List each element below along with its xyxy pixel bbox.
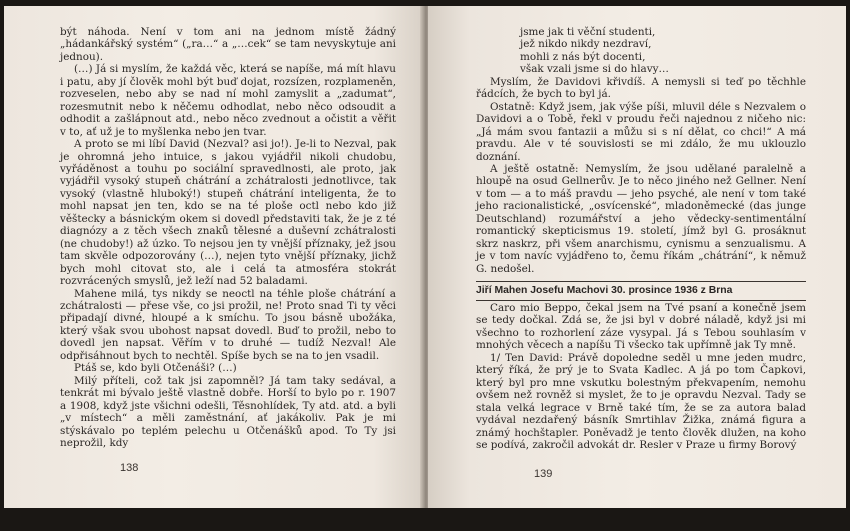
paragraph: Milý příteli, což tak jsi zapomněl? Já tam taky sedával, a tenkrát mi bývalo ještě vlastně dobře. Horší to bylo po r. 1907 a 1908, když jste všichni odešli, Těsnohlídek, Ty atd. atd. a byli „v místech“ a měli zaměstnání, ať jakákoliv. Pak je mi stýskávalo po teplém pelechu u Otčenášků apod. To Ty jsi neprožil, kdy xyxy=(60,374,396,449)
verse-line: jsme jak ti věční studenti, xyxy=(520,26,656,38)
page-number: 138 xyxy=(120,462,139,474)
left-page-text xyxy=(60,26,396,449)
paragraph: A proto se mi líbí David (Nezval? asi jo!). Je-li to Nezval, pak je ohromná jeho intuice, s jakou vyjádřil nikoli chudobu, vyřáděnost a touhu po sociální spravedlnosti, ale proto, jak vyjádřil vysoký stupeň chátrání a zchátralosti jednotlivce, tak vysoký (vlastně hluboký!) stupeň chátrání inteligenta, že to mohl napsat jen ten, kdo se na té ploše octl nebo kdo již věštecky a básnickým okem si dovedl představiti tak, že je z té diagnózy a z těch všech znaků tělesné a duševní zchátralosti (ne chudoby!) až úzko. To nejsou jen ty vnější příznaky, jež jsou tam skvěle odpozorovány (…), nejen tyto vnější příznaky, jichž bych mohl citovat sto, ale i celá ta atmosféra stokrát rozvrácených smyslů, jež leží nad 52 baladami. xyxy=(60,138,396,288)
paragraph: Ostatně: Když jsem, jak výše píši, mluvil déle s Nezvalem o Davidovi a o Tobě, řekl v proudu řeči najednou z ničeho nic: „Já mám svou fantazii a můžu si s ní dělat, co chci!“ A má pravdu. Ale v té souvislosti se mi zdálo, že mu uklouzlo doznání. xyxy=(476,100,806,163)
paragraph: A ještě ostatně: Nemyslím, že jsou udělané paralelně a hloupě na osud Gellnerův. Je to něco jiného než Gellner. Není v tom — a to máš pravdu — jeho psyché, ale není v tom také jeho racionalistické, „osvícenské“, mladoněmecké (das junge Deutschland) rozumářství a jeho vědecky-sentimentální romantický skepticismus 19. století, jímž byl G. prosáknut skrz naskrz, při všem anarchismu, cynismu a senzualismu. A je v tom navíc vyjádřeno to, čemu říkám „chátrání“, k němuž G. nedošel. xyxy=(476,162,806,275)
paragraph: být náhoda. Není v tom ani na jednom místě žádný „hádankářský systém“ („ra…“ a „…cek“ se tam nevyskytuje ani jednou). xyxy=(60,26,396,63)
verse-line: jež nikdo nikdy nezdraví, xyxy=(520,38,652,51)
book-bottom-edge xyxy=(4,508,846,531)
paragraph: Ptáš se, kdo byli Otčenáši? (…) xyxy=(74,362,237,375)
letter-body xyxy=(476,302,806,451)
paragraph: Myslím, že Davidovi křivdíš. A nemysli si teď po těchhle řádcích, že bych to byl já. xyxy=(476,75,806,101)
paragraph: 1/ Ten David: Právě dopoledne seděl u mne jeden mudrc, který říká, že prý je to Svata Kadlec. A já po tom Čapkovi, který byl pro mne vskutku bolestným překvapením, nemohu ovšem než rovněž si myslet, že to je opravdu Nezval. Tady se stala velká legrace v Brně také tím, že se za autora balad vydával nezdařený básník Smrtihlav Žižka, známá figura a známý hochštapler. Poněvadž je tento člověk dlužen, na koho se podívá, zakročil advokát dr. Resler v Praze u firmy Borový xyxy=(476,351,806,451)
verse xyxy=(476,26,806,76)
letter-heading: Jiří Mahen Josefu Machovi 30. prosince 1936 z Brna xyxy=(476,285,733,296)
page-number: 139 xyxy=(534,468,553,480)
verse-line: mohli z nás být docenti, xyxy=(520,50,646,63)
letter-heading-rule xyxy=(476,281,806,301)
paragraph: Caro mio Beppo, čekal jsem na Tvé psaní a konečně jsem se tedy dočkal. Zdá se, že jsi byl v dobré náladě, když jsi mi všechno to rozhorlení záze vysypal. Já s Tebou souhlasím v mnohých věcech a napíšu Ti všecko tak upřímně jak Ty mně. xyxy=(476,302,806,352)
verse-line: však vzali jsme si do hlavy… xyxy=(520,63,669,76)
paragraph: (…) Já si myslím, že každá věc, která se napíše, má mít hlavu i patu, aby jí člověk mohl být buď dojat, rozsízen, rozplameněn, rozveselen, nebo aby se nad ní mohl zamyslit a „zadumat“, rozesmutnit nebo k něčemu odhodlat, nebo něco odsoudit a odhodit a zašlápnout atd., nebo něco zvednout a očistit a věřit v to, ať už je to myšlenka nebo jen tvar. xyxy=(60,63,396,138)
right-page-text xyxy=(476,26,806,275)
left-page xyxy=(4,6,424,508)
right-page xyxy=(428,6,846,508)
paragraph: Mahene milá, tys nikdy se neoctl na téhle ploše chátrání a zchátralosti — přese vše, co jsi prožil, ne! Proto snad Ti ty věci připadají divné, hloupé a k smíchu. To jsou básně ubožáka, který však svou ubohost napsat dovedl. Buď to prožil, nebo to dovedl jen napsat. Věřím v to druhé — tudíž Nezval! Ale odpřisáhnout bych to nechtěl. Spíše bych se na to jen vsadil. xyxy=(60,287,396,362)
